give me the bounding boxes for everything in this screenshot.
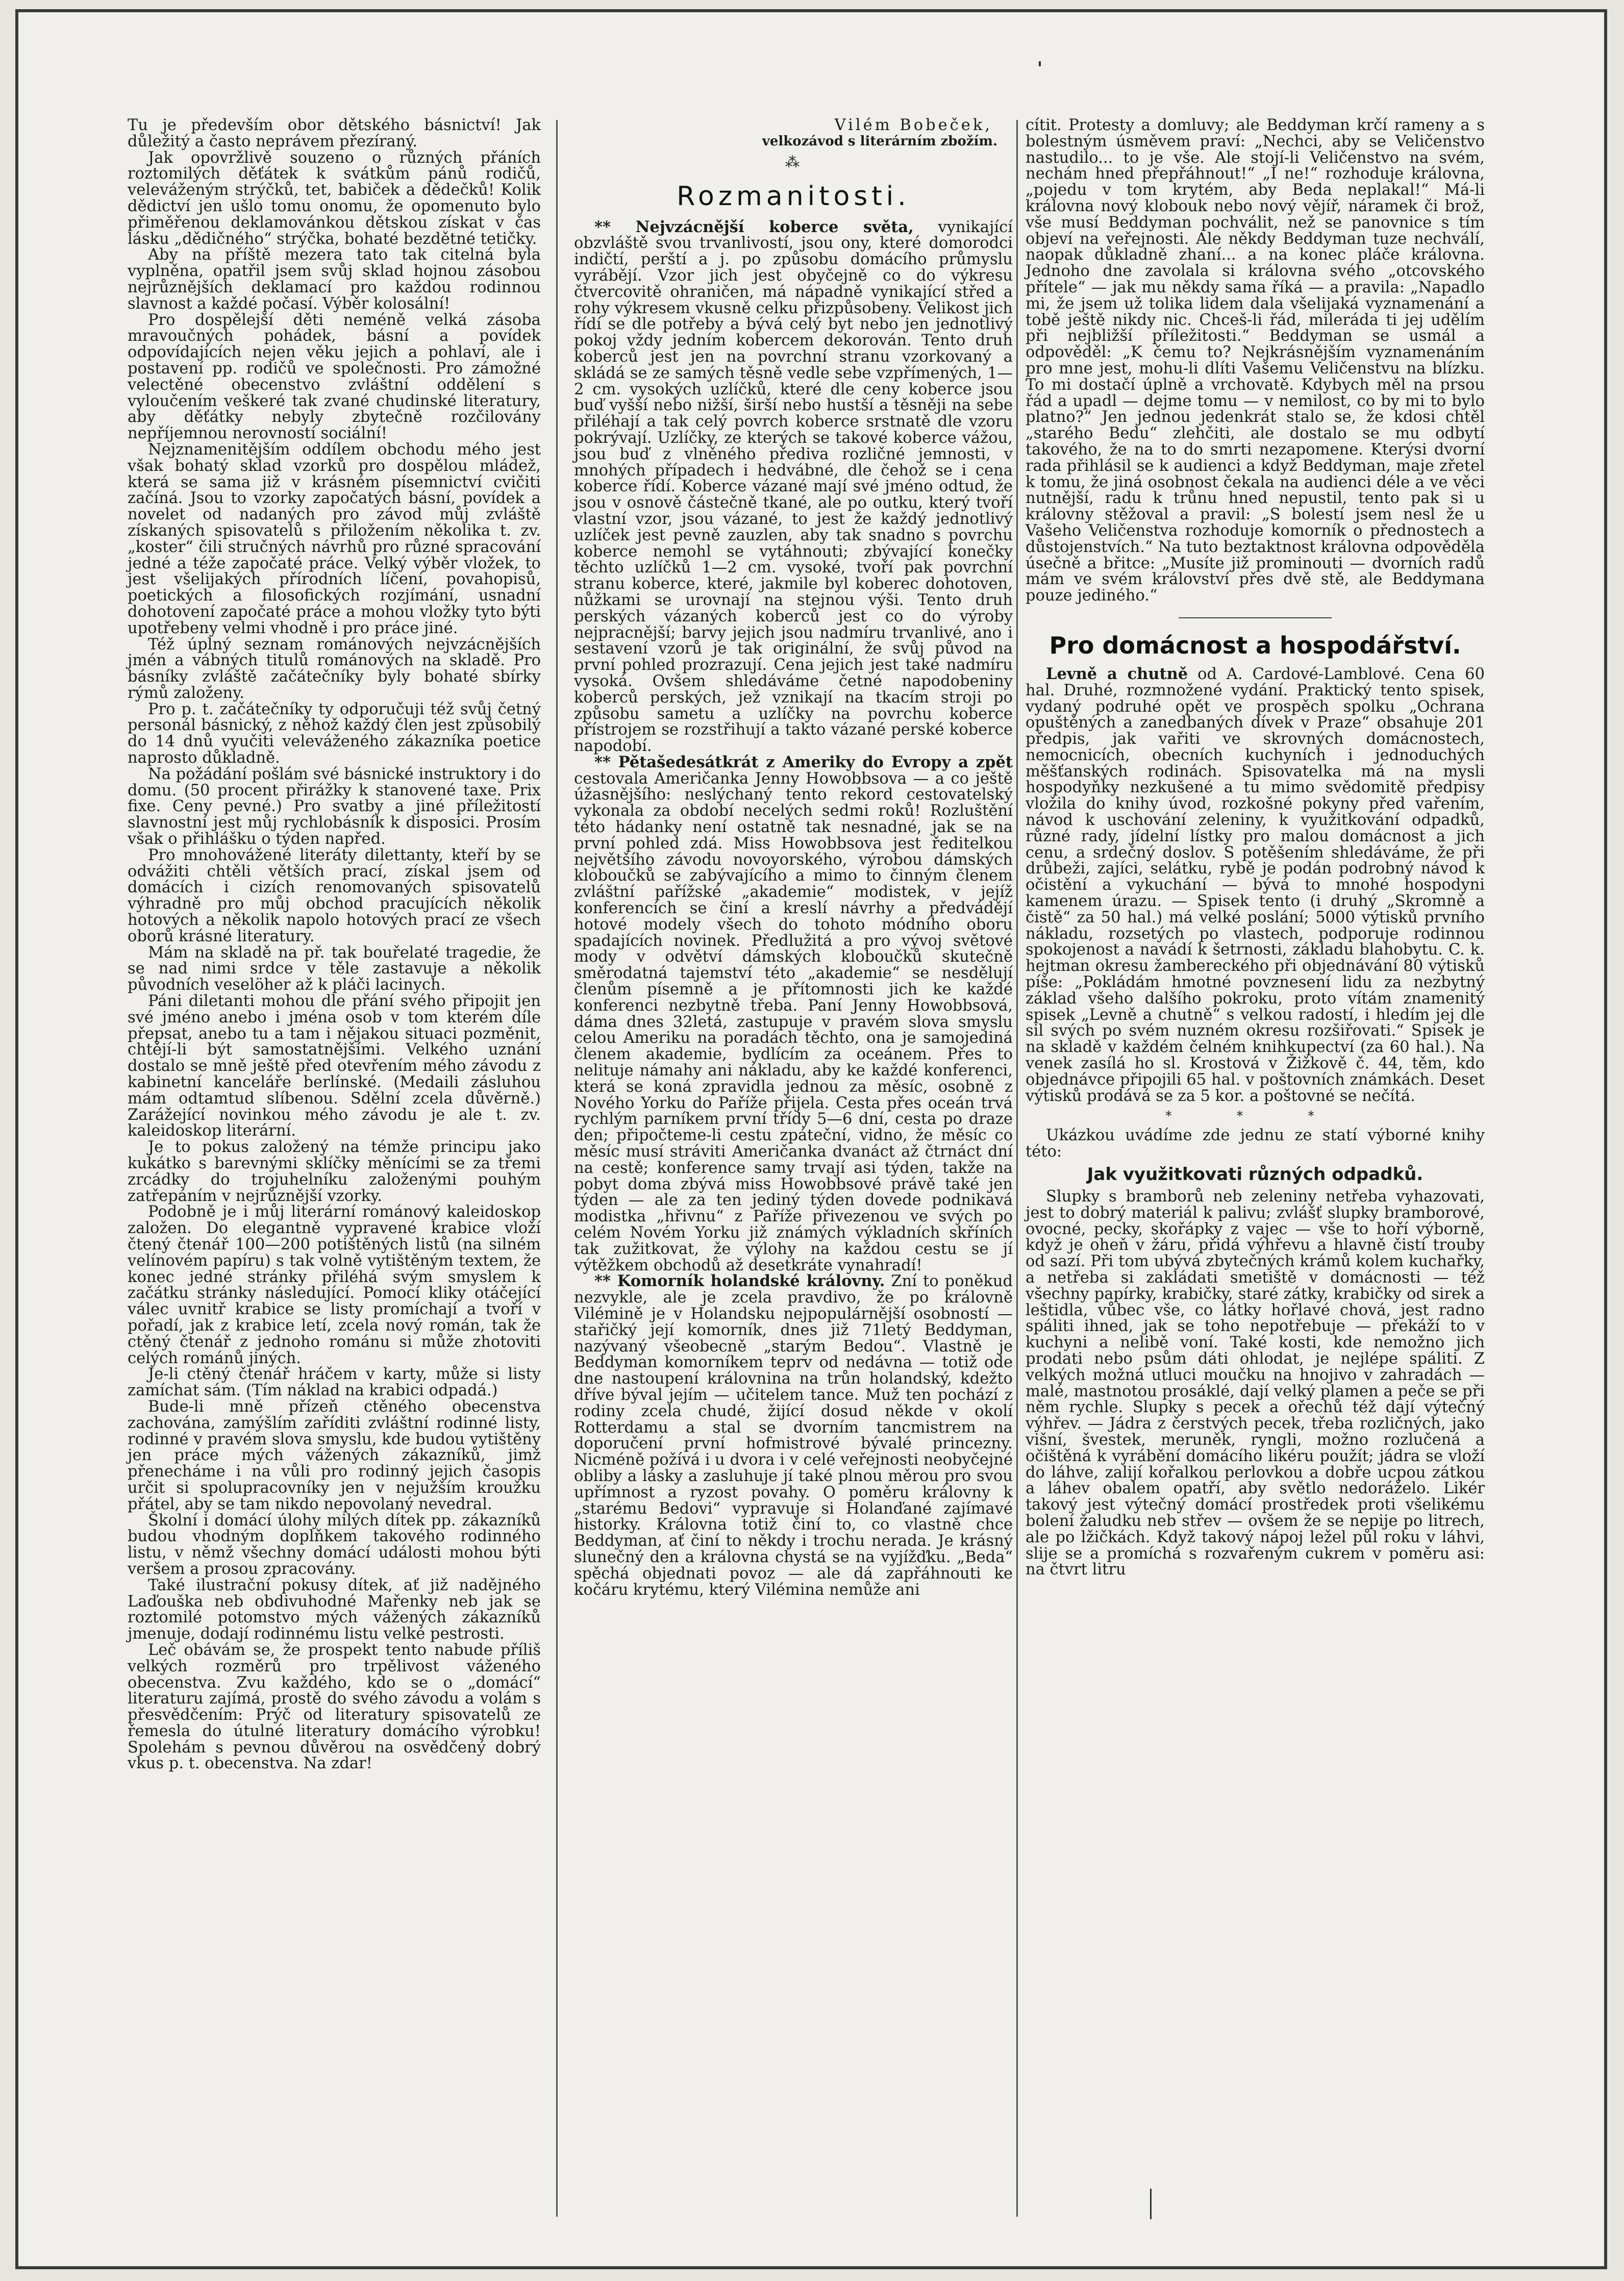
speck	[1039, 61, 1041, 66]
section-heading: Rozmanitosti.	[677, 181, 910, 212]
paragraph: Jak opovržlivě souzeno o různých přáních roztomilých děťátek k svátkům pánů rodičů, veleváženým strýčků, tet, babiček a dědečků! Kolik dědictví jen ušlo tomu onomu, že opomenuto bylo přiměřenou deklamovánkou dětskou získat v čas lásku „dědičného“ strýčka, bohaté bezdětné tetičky.	[128, 148, 541, 248]
asterisks-divider: * * *	[1165, 1109, 1345, 1123]
paragraph: Podobně je i můj literární románový kaleidoskop založen. Do elegantně vypravené krabice vloží čtený čtenář 100—200 potištěných listů (na silném velínovém papíru) s tak volně vytištěným textem, že konec jedné stránky přiléhá svým smyslem k začátku stránky následující. Pomocí kliky otáčející válec uvnitř krabice se listy promíchají a tvoří v pořadí, jak z krabice letí, zcela nový román, tak že ctěný čtenář z jednoho románu si může zhotoviti celých románů jiných.	[128, 1203, 541, 1367]
column-divider	[1016, 120, 1018, 2217]
news-item-text: vynikající obzvláště svou trvanlivostí, jsou ony, které domorodci indičtí, perští a j. po způsobu domácího průmyslu vyrábějí. Vzor jich jest obyčejně co do výkresu čtvercovitě ohraničen, má nápadně vynikající střed a rohy výkresem vkusně celku přizpůsobeny. Velikost jich řídí se dle potřeby a bývá celý byt nebo jen jednotlivý pokoj vždy jedním kobercem dekorován. Tento druh koberců jest jen na povrchní stranu vzorkovaný a skládá se ze samých těsně vedle sebe vzpřímených, 1—2 cm. vysokých uzlíčků, které dle ceny koberce jsou buď vyšší nebo nižší, širší nebo hustší a těsněji na sebe přiléhají a tak celý povrch koberce srstnatě dle vzoru pokrývají. Uzlíčky, ze kterých se takové koberce vážou, jsou buď z vlněného přediva rozličné jemnosti, v mnohých případech i hedvábné, dle čehož se i cena koberce řídí. Koberce vázané mají své jméno odtud, že jsou v osnově částečně tkané, ale po outku, který tvoří vlastní vzor, jsou vázané, to jest že každý jednotlivý uzlíček jest pevně zauzlen, aby tak snadno s povrchu koberce nemohl se vytáhnouti; zbývající konečky těchto uzlíčků 1—2 cm. vysoké, tvoří pak povrchní stranu koberce, které, jakmile byl koberec dohotoven, nůžkami se urovnají na stejnou výši. Tento druh perských vázaných koberců jest co do výroby nejpracnější; barvy jejich jsou nadmíru trvanlivé, ano i sestavení vzorů je tak originální, že svůj původ na první pohled prozrazují. Cena jejich jest také nadmíru vysoká. Ovšem shledáváme četné napodobeniny koberců perských, jež vznikají na tkacím stroji po způsobu sametu a uzlíčky na povrchu koberce přístrojem se rozstřihují a takto vázané perské koberce napodobí.	[574, 218, 1013, 756]
news-item	[574, 1273, 1013, 1598]
paragraph: Je to pokus založený na témže principu jako kukátko s barevnými sklíčky měnícími se za třemi zrcádky do trojuhelníku založenými pouhým zatřepáním v nejrůznější vzorky.	[128, 1138, 541, 1205]
news-item-lead: ** Nejvzácnější koberce světa,	[594, 217, 914, 236]
column-2	[574, 117, 1013, 1598]
paragraph: Tu je především obor dětského básnictví! Jak důležitý a často neprávem přezíraný.	[128, 116, 541, 151]
paragraph: Pro mnohovážené literáty dilettanty, kteří by se odvážiti chtěli větších prací, získal jsem od domácích i cizích renomovaných spisovatelů výhradně pro můj obchod pracujících několik hotových a několik napolo hotových prací ze všech oborů krásné literatury.	[128, 846, 541, 945]
paragraph: Pro p. t. začátečníky ty odporučuji též svůj četný personál básnický, z něhož každý člen jest způsobilý do 14 dnů vyučiti veleváženého zákazníka poetice naprosto důkladně.	[128, 700, 541, 767]
paragraph: Nejznamenitějším oddílem obchodu mého jest však bohatý sklad vzorků pro dospělou mládež, která se sama již v krásném písemnictví cvičiti začíná. Jsou to vzorky započatých básní, povídek a novelet od nadaných pro závod můj zvláště získaných spisovatelů s přiložením několika t. zv. „koster“ čili stručných návrhů pro různé spracování jedné a téže započaté práce. Velký výběr vložek, to jest všelijakých přírodních líčení, povahopisů, poetických a filosofických rozjímání, usnadní dohotovení započaté práce a mohou vložky tyto býti upotřebeny velmi vhodně i pro práce jiné.	[128, 440, 541, 637]
paragraph: Pro dospělejší děti neméně velká zásoba mravoučných pohádek, básní a povídek odpovídajících nejen věku jejich a pohlaví, ale i postavení pp. rodičů ve společnosti. Pro zámožné velectěné obecenstvo zvláštní oddělení s vyloučením veškeré tak zvané chudinské literatury, aby děťátky nebyly zbytečně rozčilovány nepříjemnou nerovností sociální!	[128, 311, 541, 443]
paragraph: cítit. Protesty a domluvy; ale Beddyman krčí rameny a s bolestným úsměvem praví: „Nechci, aby se Veličenstvo nastudilo... to je vše. Ale stojí-li Veličenstvo na svém, nechám hned přepřáhnout!“ „I ne!“ rozhoduje královna, „pojedu v tom krytém, aby Beda neplakal!“ Má-li královna nový klobouk nebo nový vějíř, náramek či brož, vše musí Beddyman pochválit, než se panovnice s tím objeví na veřejnosti. Ale někdy Beddyman tuze nechválí, naopak důkladně zhaní... a na konec pláče královna. Jednoho dne zavolala si královna svého „otcovského přítele“ — jak mu někdy sama říká — a pravila: „Napadlo mi, že jsem už tolika lidem dala všelijaká vyznamenání a tobě ještě nikdy nic. Chceš-li řád, mileráda ti jej udělím při nejbližší příležitosti.“ Beddyman se usmál a odpověděl: „K čemu to? Nejkrásnějším vyznamenáním pro mne jest, mohu-li dlíti Vašemu Veličenstvu na blízku. To mi dostačí úplně a vrchovatě. Kdybych měl na prsou řád a upadl — dejme tomu — v nemilost, co by mi to bylo platno?“ Jen jednou jedenkrát stalo se, že kdosi chtěl „starého Bedu“ zlehčiti, ale dostalo se mu odbytí takového, že na to do smrti nezapomene. Kterýsi dvorní rada přihlásil se k audienci a když Beddyman, maje zřetel k tomu, že jiná osobnost čekala na audienci déle a ve věci nutnější, radu k trůnu hned nepustil, tento pak si u královny stěžoval a pravil: „S bolestí jsem nesl že u Vašeho Veličenstva rozhoduje komorník o přednostech a důstojenstvích.“ Na tuto beztaktnost královna odpověděla úsečně a břitce: „Musíte již prominouti — dvorních radů mám ve svém království přes dvě stě, ale Beddymana pouze jediného.“	[1026, 116, 1485, 605]
signature-name: Vilém Bobeček,	[834, 116, 992, 134]
paragraph: Leč obávám se, že prospekt tento nabude příliš velkých rozměrů pro trpělivost váženého obecenstva. Zvu každého, kdo se o „domácí“ literaturu zajímá, prostě do svého závodu a volám s přesvědčením: Prýč od literatury spisovatelů ze řemesla do útulné literatury domácího výrobku! Spolehám s pevnou důvěrou na osvědčený dobrý vkus p. t. obecenstva. Na zdar!	[128, 1641, 541, 1773]
column-3	[1026, 117, 1485, 1578]
paragraph: Páni diletanti mohou dle přání svého připojit jen své jméno anebo i jména osob v tom kterém díle přepsat, anebo tu a tam i nějakou situaci pozměnit, chtějí-li být samostatnějšími. Velkého uznání dostalo se mně ještě před otevřením mého závodu z kabinetní kanceláře berlínské. (Medaili zásluhou mám odtamtud slíbenou. Sdělní zcela důvěrně.) Zarážející novinkou mého závodu je ale t. zv. kaleidoskop literární.	[128, 992, 541, 1140]
paragraph: Aby na příště mezera tato tak citelná byla vyplněna, opatřil jsem svůj sklad hojnou zásobou nejrůznějších deklamací pro každou rodinnou slavnost a každé počasí. Výběr kolosální!	[128, 246, 541, 313]
book-title: Levně a chutně	[1046, 664, 1188, 683]
section-heading: Pro domácnost a hospodářství.	[1049, 631, 1461, 659]
news-item-text: cestovala Američanka Jenny Howobbsova — a co ještě úžasnějšího: neslýchaný tento rekord cestovatelský vykonala za období necelých sedmi roků! Rozluštění této hádanky není ostatně tak nesnadné, jak se na první pohled zdá. Miss Howobbsova jest ředitelkou největšího závodu novoyorského, výrobou dámských kloboučků se zabývajícího a mimo to činným členem zvláštní pařížské „akademie“ modistek, v jejíž konferencích se činí a kreslí návrhy a předvádějí hotové modely všech do tohoto módního oboru spadajících novinek. Předlužitá a pro vývoj světové mody v odvětví dámských kloboučků skutečně směrodatná tajemství této „akademie“ se nesdělují členům písemně a je přítomnosti jich ke každé konferenci nezbytně třeba. Paní Jenny Howobbsová, dáma dnes 32letá, zastupuje v pravém slova smyslu celou Ameriku na poradách těchto, ona je samojediná členem akademie, bydlícím za oceánem. Přes to nelituje námahy ani nákladu, aby ke každé konferenci, která se koná zpravidla jednou za měsíc, osobně z Nového Yorku do Paříže přijela. Cesta přes oceán trvá rychlým parníkem první třídy 5—6 dní, cesta po draze den; připočteme-li cestu zpáteční, vidno, že měsíc co měsíc musí stráviti Američanka dvanáct až čtrnáct dní na cestě; konference samy trvají asi týden, takže na pobyt doma zbývá miss Howobbsové právě také jen týden — ale za ten jediný týden dovede podnikavá modistka „hřivnu“ z Paříže přivezenou ve svých po celém Novém Yorku již známých výkladních skříních tak zužitkovat, že výlohy na každou cestu se jí výtěžkem obchodů až desetkráte vynahradí!	[574, 769, 1013, 1274]
speck	[1150, 2189, 1152, 2219]
news-item-lead: ** Komorník holandské královny.	[594, 1272, 885, 1291]
paragraph: Na požádání pošlám své básnické instruktory i do domu. (50 procent přirážky k stanovené taxe. Prix fixe. Ceny pevné.) Pro svatby a jiné příležitostí slavnostní jest můj rychlobásník k disposici. Prosím však o přihlášku o týden napřed.	[128, 765, 541, 848]
column-1	[128, 117, 541, 1772]
paragraph: Školní i domácí úlohy milých dítek pp. zákazníků budou vhodným doplňkem takového rodinného listu, v němž všechny domácí události mohou býti veršem a prosou zpracovány.	[128, 1511, 541, 1578]
column-divider	[556, 120, 558, 2217]
subheading: Jak využitkovati různých odpadků.	[1087, 1164, 1423, 1185]
news-item-text: Zní to poněkud nezvykle, ale je zcela pravdivo, že po královně Vilémině je v Holandsku nejpopulárnější osobností — stařičký její komorník, dnes již 71letý Beddyman, nazývaný všeobecně „starým Bedou“. Vlastně je Beddyman komorníkem teprv od nedávna — totiž ode dne nastoupení královnina na trůn holandský, kdežto dříve býval jejím — učitelem tance. Muž ten pochází z rodiny zcela chudé, žijící dosud někde v okolí Rotterdamu a stal se dvorním tancmistrem na doporučení první hofmistrové bývalé princezny. Nicméně požívá i u dvora i v celé veřejnosti neobyčejné obliby a lásky a zasluhuje jí také plnou měrou pro svou upřímnost a ryzost povahy. O poměru královny k „starému Bedovi“ vypravuje si Holanďané zajímavé historky. Královna totiž činí to, co vlastně chce Beddyman, ať činí to někdy i trochu nerada. Je krásný slunečný den a královna chystá se na vyjížďku. „Beda“ spěchá objednati povoz — ale dá zapřáhnouti ke kočáru krytému, který Vilémina nemůže ani	[574, 1272, 1013, 1599]
news-item-lead: ** Pětašedesátkrát z Ameriky do Evropy a zpět	[594, 753, 1013, 771]
paragraph: Je-li ctěný čtenář hráčem v karty, může si listy zamíchat sám. (Tím náklad na krabici odpadá.)	[128, 1365, 541, 1400]
paragraph: Slupky s bramborů neb zeleniny netřeba vyhazovati, jest to dobrý materiál k palivu; zvlášť slupky bramborové, ovocné, pecky, skořápky z vajec — vše to hoří výborně, když je oheň v žáru, přidá výhřevu a hlavně čistí trouby od sazí. Při tom ubývá zbytečných krámů kolem kuchařky, a netřeba si zakládati smetiště v domácnosti — též všechny papírky, krabičky, staré zátky, krabičky od sirek a leštidla, vůbec vše, co látky hořlavé chová, jest radno spáliti ihned, jak se toho nepotřebuje — překáží to v kuchyni a nelibě voní. Také kosti, kde nemožno jich prodati nebo psům dáti ohlodat, je nejlépe spáliti. Z velkých možná utluci moučku na hnojivo v zahradách — malé, mastnotou prosáklé, dají velký plamen a peče se při něm rychle. Slupky s pecek a ořechů též dají výtečný výhřev. — Jádra z čerstvých pecek, třeba rozličných, jako višní, švestek, meruněk, ryngli, možno rozlučená a očištěná k vyrábění domácího likéru použít; jádra se vloží do láhve, zalijí kořalkou perlovkou a dobře ucpou zátkou a láhev obalem opatří, aby světlo nedoráželo. Likér takový jest výtečný domácí prostředek proti všelikému bolení žaludku neb střev — ovšem že se nepije po litrech, ale po lžičkách. Když takový nápoj ležel půl roku v láhvi, slije se a promíchá s rozvařeným cukrem v poměru asi: na čtvrt litru	[1026, 1188, 1485, 1579]
news-item	[574, 755, 1013, 1274]
news-item	[574, 219, 1013, 755]
paragraph: Bude-li mně přízeň ctěného obecenstva zachována, zamýšlím zaříditi zvláštní rodinné listy, rodinné v pravém slova smyslu, kde budou vytištěny jen práce mých vážených zákazníků, jimž přenecháme i na vůli pro rodinný jejich časopis určit si spolupracovníky jen v nejužším kroužku přátel, aby se tam nikdo nepovolaný nevedral.	[128, 1397, 541, 1513]
section-rule	[1179, 617, 1332, 618]
paragraph: Ukázkou uvádíme zde jednu ze statí výborné knihy této:	[1026, 1126, 1485, 1161]
signature-role: velkozávod s literárním zbožím.	[762, 133, 997, 149]
paragraph: Také ilustrační pokusy dítek, ať již nadějného Laďouška neb obdivuhodné Mařenky neb jak se roztomilé potomstvo mých vážených zákazníků jmenuje, dodají rodinnému listu velké pestrosti.	[128, 1576, 541, 1643]
ornament: ⁂	[785, 153, 802, 170]
book-text: od A. Cardové-Lamblové. Cena 60 hal. Druhé, rozmnožené vydání. Praktický tento spisek, vydaný podruhé opět ve prospěch spolku „Ochrana opuštěných a zanedbaných dívek v Praze“ obsahuje 201 předpis, jak vařiti ve skrovných domácnostech, nemocnicích, obecních kuchyních i jednoduchých měšťanských rodinách. Spisovatelka má na mysli hospodyňky nezkušené a tu mimo svědomitě předpisy vložila do knihy úvod, rozkošné pokyny před vařením, návod k uschování zeleniny, k využitkování odpadků, různé rady, jídelní lístky pro malou domácnost a jich cenu, a srdečný doslov. S potěšením shledáváme, že při drůbeži, zajíci, selátku, rybě je podán podrobný návod k očistění a vykuchání — bývá to mnohé hospodyni kamenem úrazu. — Spisek tento (i druhý „Skromně a čistě“ za 50 hal.) má velké poslání; 5000 výtisků prvního nákladu, rozsetých po vlastech, podporuje rodinnou spokojenost a navádí k šetrnosti, základu blahobytu. C. k. hejtman okresu žambereckého při objednávání 80 výtisků píše: „Pokládám hmotné povznesení lidu za nezbytný základ všeho dalšího pokroku, proto vítám znamenitý spisek „Levně a chutně“ s velkou radostí, i hledím jej dle sil svých po svém nuzném okresu rozšiřovati.“ Spisek je na skladě v každém čelném knihkupectví (za 60 hal.). Na venek zasílá ho sl. Krostová v Žižkově č. 44, těm, kdo objednávce připojili 65 hal. v poštovních známkách. Deset výtisků prodává se za 5 kor. a poštovné se nečítá.	[1026, 665, 1485, 1105]
paragraph: Mám na skladě na př. tak bouřelaté tragedie, že se nad nimi srdce v těle zastavuje a několik původních veselöher až k pláči lacinych.	[128, 943, 541, 994]
paragraph: Též úplný seznam románových nejvzácnějších jmén a vábných titulů románových na skladě. Pro básníky zvláště začátečníky byly bohaté sbírky rýmů založeny.	[128, 635, 541, 702]
book-review	[1026, 666, 1485, 1105]
